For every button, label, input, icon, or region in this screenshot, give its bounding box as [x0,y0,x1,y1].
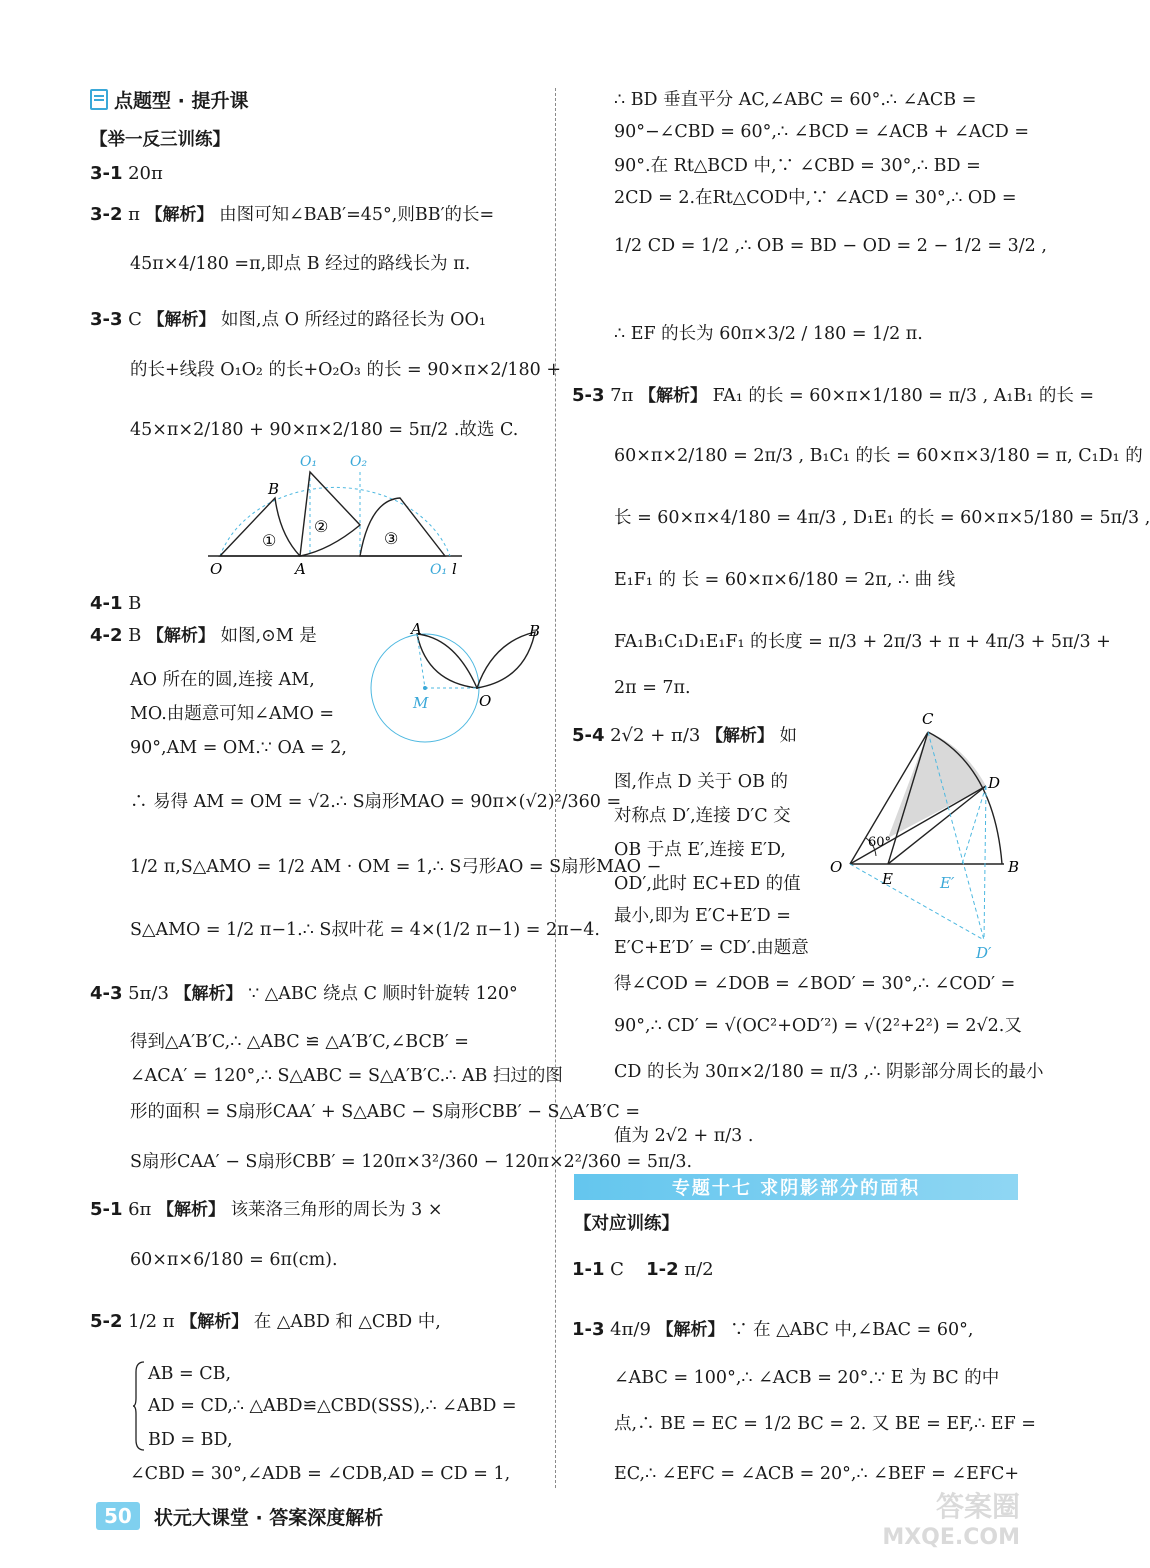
label-B: B [268,480,280,498]
problem-5-4-line11: 值为 2√2 + π/3 . [614,1126,754,1146]
right-line-5: 1/2 CD = 1/2 ,∴ OB = BD − OD = 2 − 1/2 = 3/2 , [614,236,1047,256]
problem-5-3-line3: 长 = 60×π×4/180 = 4π/3 , D₁E₁ 的长 = 60×π×5/180 = 5π/3 , [614,508,1150,528]
page-number: 50 [96,1502,140,1530]
label-O: O [479,692,492,710]
problem-4-3: 4-3 5π/3 【解析】 ∵ △ABC 绕点 C 顺时针旋转 120° [90,983,518,1004]
label-A: A [411,620,422,638]
label-D: D [988,774,1001,792]
footer-title: 状元大课堂 · 答案深度解析 [153,1506,384,1529]
section-heading: 【举一反三训练】 [90,130,230,150]
problem-3-3-line2: 的长+线段 O₁O₂ 的长+O₂O₃ 的长 = 90×π×2/180 + [130,360,562,380]
problem-5-3-line6: 2π = 7π. [614,678,691,698]
petal-left [417,634,477,688]
problem-5-3-line4: E₁F₁ 的 长 = 60×π×6/180 = 2π, ∴ 曲 线 [614,570,956,590]
label-angle: 60° [868,835,892,850]
page-footer [96,1502,383,1530]
label-E-prime: E′ [940,874,955,892]
problem-5-2-line5: ∠CBD = 30°,∠ADB = ∠CDB,AD = CD = 1, [130,1464,511,1484]
shape-2 [300,472,360,556]
problem-3-2: 3-2 π 【解析】 由图可知∠BAB′=45°,则BB′的长= [90,204,495,225]
problem-1-1-and-1-2: 1-1 C 1-2 π/2 [572,1259,714,1280]
figure-3-3 [200,450,470,580]
problem-5-4-line5: OD′,此时 EC+ED 的值 [614,874,801,894]
problem-5-3-line2: 60×π×2/180 = 2π/3 , B₁C₁ 的长 = 60×π×3/180 = π, C₁D₁ 的 [614,446,1143,466]
right-line-6: ∴ EF 的长为 60π×3/2 / 180 = 1/2 π. [614,324,923,344]
system-brace [132,1360,146,1452]
problem-5-2-system-1: AB = CB, [148,1364,232,1384]
problem-4-3-line3: ∠ACA′ = 120°,∴ S△ABC = S△A′B′C.∴ AB 扫过的图 [130,1066,563,1086]
segment-AM [417,634,425,688]
problem-3-2-line2: 45π×4/180 =π,即点 B 经过的路线长为 π. [130,254,471,274]
problem-5-4-line3: 对称点 D′,连接 D′C 交 [614,806,791,826]
problem-4-2: 4-2 B 【解析】 如图,⊙M 是 [90,625,317,646]
problem-4-1: 4-1 B [90,593,142,614]
problem-5-4-line9: 90°,∴ CD′ = √(OC²+OD′²) = √(2²+2²) = 2√2.又 [614,1016,1022,1036]
shape-3 [360,498,445,556]
label-B: B [1008,858,1020,876]
header-title: 点题型 · 提升课 [114,90,249,112]
problem-4-2-line2: AO 所在的圆,连接 AM, [130,670,315,690]
problem-5-2-system-2: AD = CD,∴ △ABD≌△CBD(SSS),∴ ∠ABD = [148,1396,517,1416]
problem-5-4-line6: 最小,即为 E′C+E′D = [614,906,791,926]
label-circle-3: ③ [384,529,399,548]
label-O: O [210,560,223,578]
problem-4-2-line3: MO.由题意可知∠AMO = [130,704,335,724]
label-O2: O₂ [350,454,368,470]
label-circle-1: ① [262,531,277,550]
column-divider [555,88,556,1488]
problem-3-3-line3: 45×π×2/180 + 90×π×2/180 = 5π/2 .故选 C. [130,420,519,440]
label-M: M [413,694,429,712]
label-O1-bottom: O₁ [430,562,448,578]
label-E: E [882,870,893,888]
problem-3-1: 3-1 20π [90,163,163,184]
problem-4-2-line6: 1/2 π,S△AMO = 1/2 AM · OM = 1,∴ S弓形AO = S扇形MAO − [130,857,662,877]
problem-5-4-line2: 图,作点 D 关于 OB 的 [614,772,789,792]
problem-4-3-line4: 形的面积 = S扇形CAA′ + S△ABC − S扇形CBB′ − S△A′B′C = [130,1102,641,1122]
label-C: C [922,710,934,728]
segment-DD2 [984,786,986,940]
problem-4-2-line5: ∴ 易得 AM = OM = √2.∴ S扇形MAO = 90π×(√2)²/360 = [130,792,622,812]
topic-banner: 专题十七 求阴影部分的面积 [574,1174,1018,1200]
problem-4-3-line5: S扇形CAA′ − S扇形CBB′ = 120π×3²/360 − 120π×2²/360 = 5π/3. [130,1152,693,1172]
problem-1-3-line2: ∠ABC = 100°,∴ ∠ACB = 20°.∵ E 为 BC 的中 [614,1368,1000,1388]
figure-5-4 [824,706,1024,966]
right-line-2: 90°−∠CBD = 60°,∴ ∠BCD = ∠ACB + ∠ACD = [614,122,1030,142]
problem-4-2-line4: 90°,AM = OM.∵ OA = 2, [130,738,347,758]
problem-5-2-system-3: BD = BD, [148,1430,233,1450]
problem-5-4-line7: E′C+E′D′ = CD′.由题意 [614,938,809,958]
right-line-4: 2CD = 2.在Rt△COD中,∵ ∠ACD = 30°,∴ OD = [614,188,1017,208]
figure-4-2 [365,620,545,750]
label-l: l [452,560,457,578]
problem-1-3-line3: 点,∴ BE = EC = 1/2 BC = 2. 又 BE = EF,∴ EF = [614,1414,1036,1434]
clipboard-icon [90,89,108,110]
label-O1-top: O₁ [300,454,318,470]
right-line-3: 90°.在 Rt△BCD 中,∵ ∠CBD = 30°,∴ BD = [614,156,981,176]
label-D-prime: D′ [976,944,992,962]
shaded-region [888,732,986,838]
watermark: 答案圈 MXQE.COM [882,1490,1020,1550]
right-line-1: ∴ BD 垂直平分 AC,∠ABC = 60°.∴ ∠ACB = [614,90,977,110]
label-circle-2: ② [314,517,329,536]
problem-5-4-line10: CD 的长为 30π×2/180 = π/3 ,∴ 阴影部分周长的最小 [614,1062,1044,1082]
problem-3-3: 3-3 C 【解析】 如图,点 O 所经过的路径长为 OO₁ [90,309,486,330]
problem-5-3: 5-3 7π 【解析】 FA₁ 的长 = 60×π×1/180 = π/3 , A₁B₁ 的长 = [572,385,1095,406]
problem-4-3-line2: 得到△A′B′C,∴ △ABC ≌ △A′B′C,∠BCB′ = [130,1032,469,1052]
problem-5-3-line5: FA₁B₁C₁D₁E₁F₁ 的长度 = π/3 + 2π/3 + π + 4π/3 + 5π/3 + [614,632,1111,652]
problem-5-4: 5-4 2√2 + π/3 【解析】 如 [572,725,798,746]
section-heading-right: 【对应训练】 [574,1214,679,1234]
problem-5-1-line2: 60×π×6/180 = 6π(cm). [130,1250,338,1270]
problem-5-4-line8: 得∠COD = ∠DOB = ∠BOD′ = 30°,∴ ∠COD′ = [614,974,1016,994]
label-B: B [529,622,541,640]
problem-5-2: 5-2 1/2 π 【解析】 在 △ABD 和 △CBD 中, [90,1311,441,1332]
problem-5-4-line4: OB 于点 E′,连接 E′D, [614,840,786,860]
problem-1-3: 1-3 4π/9 【解析】 ∵ 在 △ABC 中,∠BAC = 60°, [572,1319,974,1340]
problem-4-2-line7: S△AMO = 1/2 π−1.∴ S叔叶花 = 4×(1/2 π−1) = 2π−4. [130,920,600,940]
label-A: A [295,560,306,578]
problem-5-1: 5-1 6π 【解析】 该莱洛三角形的周长为 3 × [90,1199,443,1220]
shape-1 [220,498,300,556]
page-header [90,86,248,113]
segment-OD2 [850,864,984,940]
petal-right [477,632,535,688]
label-O: O [830,858,843,876]
problem-1-3-line4: EC,∴ ∠EFC = ∠ACB = 20°,∴ ∠BEF = ∠EFC+ [614,1464,1020,1484]
point-M [423,686,427,690]
